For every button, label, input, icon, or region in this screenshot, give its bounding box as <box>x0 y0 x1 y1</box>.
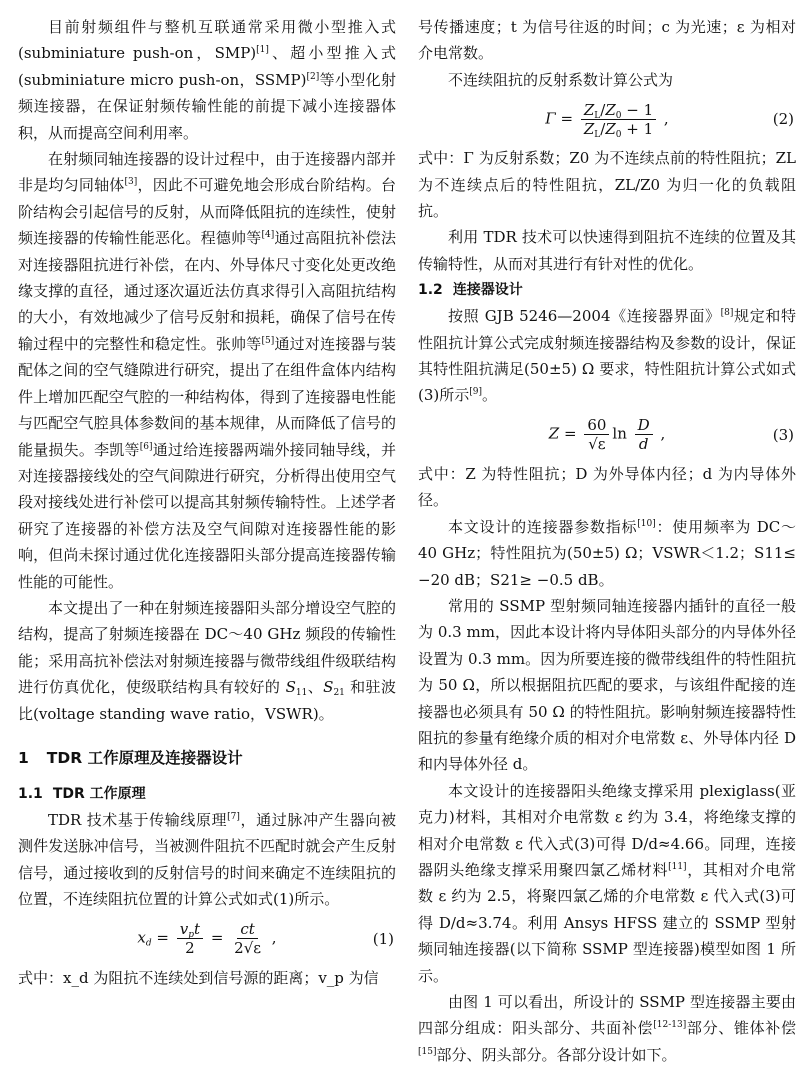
equation-number: (1) <box>372 929 394 948</box>
paragraph-eq1-definitions: 式中：x_d 为阻抗不连续处到信号源的距离；v_p 为信 <box>18 968 379 987</box>
citation: [12-13] <box>653 1020 687 1031</box>
section-heading-1-1: 1.1 TDR 工作原理 <box>18 785 146 802</box>
right-column <box>418 14 796 1068</box>
paragraph-structure: 由图 1 可以看出，所设计的 SSMP 型连接器主要由四部分组成：阳头部分、共面补偿[12-13]部分、锥体补偿[15]部分、阴头部分。各部分设计如下。 <box>418 993 796 1064</box>
section-heading-1-2: 1.2 连接器设计 <box>418 282 523 299</box>
citation: [2] <box>306 71 320 82</box>
section-heading-1: 1 TDR 工作原理及连接器设计 <box>18 748 243 767</box>
citation: [15] <box>418 1046 437 1057</box>
paragraph-tdr-usage: 利用 TDR 技术可以快速得到阻抗不连续的位置及其传输特性，从而对其进行有针对性的优化。 <box>418 228 796 273</box>
equation-number: (3) <box>772 425 794 444</box>
paragraph-eq1-definitions-cont: 号传播速度；t 为信号往返的时间；c 为光速；ε 为相对介电常数。 <box>418 18 796 63</box>
citation: [5] <box>261 335 275 346</box>
citation: [6] <box>139 441 153 452</box>
citation: [4] <box>261 230 275 241</box>
citation: [10] <box>637 518 656 529</box>
equation-2: Γ = $\frac{Z_L/Z_0 - 1}{Z_L/Z_0 + 1}$ , (2) <box>545 100 794 140</box>
paragraph-inner-conductor: 常用的 SSMP 型射频同轴连接器内插针的直径一般为 0.3 mm，因此本设计将内导体阳头部分的内导体外径设置为 0.3 mm。因为所要连接的微带线组件的特性阻抗为 50 Ω，所以根据阻抗匹配的要求，与该组件配接的连接器也必须具有 50 Ω 的特性阻抗。影响射频连接器特性阻抗的参量有绝缘介质的相对介电常数 ε、外导体内径 D 和内导体外径 d。 <box>418 596 796 774</box>
left-column <box>18 14 396 991</box>
paragraph-specifications: 本文设计的连接器参数指标[10]：使用频率为 DC～40 GHz；特性阻抗为(50±5) Ω；VSWR＜1.2；S11≤ −20 dB；S21≥ −0.5 dB。 <box>418 517 796 589</box>
citation: [9] <box>469 387 482 398</box>
paragraph-tdr-principle: TDR 技术基于传输线原理[7]，通过脉冲产生器向被测件发送脉冲信号，当被测件阻抗不匹配时就会产生反射信号，通过接收到的反射信号的时间来确定不连续阻抗的位置，不连续阻抗位置的计算公式如式(1)所示。 <box>18 810 396 909</box>
citation: [1] <box>256 45 269 56</box>
citation: [8] <box>720 308 734 319</box>
citation: [11] <box>668 861 687 872</box>
equation-3: Z = $\frac{60}{√\varepsilon}$ ln $\frac{D}{d}$ , (3) <box>548 416 794 454</box>
paragraph-eq2-definitions: 式中：Γ 为反射系数；Z0 为不连续点前的特性阻抗；ZL 为不连续点后的特性阻抗，ZL/Z0 为归一化的负载阻抗。 <box>418 149 796 221</box>
citation: [7] <box>227 811 240 822</box>
paragraph-smp-ssmp: 目前射频组件与整机互联通常采用微小型推入式(subminiature push-on，SMP)[1]、超小型推入式(subminiature micro push-on，SSMP)[2]等小型化射频连接器，在保证射频传输性能的前提下减小连接器体积，从而提高空间利用率。 <box>18 18 396 142</box>
paragraph-reflection-intro: 不连续阻抗的反射系数计算公式为 <box>448 70 674 89</box>
paragraph-related-work: 在射频同轴连接器的设计过程中，由于连接器内部并非是均匀同轴体[3]，因此不可避免地会形成台阶结构。台阶结构会引起信号的反射，从而降低阻抗的连续性，使射频连接器的传输性能恶化。程德帅等[4]通过高阻抗补偿法对连接器阻抗进行补偿，在内、外导体尺寸变化处更改绝缘支撑的直径，通过逐次逼近法仿真求得引入高阻抗结构的大小，有效地减少了信号反射和损耗，确保了信号在传输过程中的完整性和稳定性。张帅等[5]通过对连接器与装配体之间的空气缝隙进行研究，提出了在组件盒体内结构件上增加匹配空气腔的一种结构体，得到了连接器电性能与匹配空气腔具体参数间的基本规律，从而降低了信号的能量损失。李凯等[6]通过给连接器两端外接同轴导线，并对连接器接线处的空气间隙进行研究，分析得出使用空气段对接线处进行补偿可以提高其射频传输特性。上述学者研究了连接器的补偿方法及空气间隙对连接器性能的影响，但尚未探讨通过优化连接器阳头部分提高连接器传输性能的可能性。 <box>18 150 396 591</box>
paragraph-dielectric: 本文设计的连接器阳头绝缘支撑采用 plexiglass(亚克力)材料，其相对介电常数 ε 约为 3.4，将绝缘支撑的相对介电常数 ε 代入式(3)可得 D/d≈4.66。同理，连接器阴头绝缘支撑采用聚四氯乙烯材料[11]，其相对介电常数 ε 约为 2.5，将聚四氯乙烯的介电常数 ε 代入式(3)可得 D/d≈3.74。利用 Ansys HFSS 建立的 SSMP 型射频同轴连接器(以下简称 SSMP 型连接器)模型如图 1 所示。 <box>418 781 796 985</box>
equation-1: $x_d$ = $\frac{v_pt}{2}$ = $\frac{ct}{2√\varepsilon}$ , (1) <box>137 920 394 958</box>
citation: [3] <box>124 177 138 188</box>
equation-number: (2) <box>772 110 794 129</box>
paragraph-eq3-definitions: 式中：Z 为特性阻抗；D 为外导体内径；d 为内导体外径。 <box>418 464 796 510</box>
paragraph-contribution: 本文提出了一种在射频连接器阳头部分增设空气腔的结构，提高了射频连接器在 DC～40 GHz 频段的传输性能；采用高抗补偿法对射频连接器与微带线组件级联结构进行仿真优化，使级联结构具有较好的 $S_{11}$、$S_{21}$ 和驻波比(voltage standing wave ratio，VSWR)。 <box>18 598 396 723</box>
paragraph-gjb-standard: 按照 GJB 5246—2004《连接器界面》[8]规定和特性阻抗计算公式完成射频连接器结构及参数的设计，保证其特性阻抗满足(50±5) Ω 要求，特性阻抗计算公式如式(3)所示[9]。 <box>418 307 796 405</box>
